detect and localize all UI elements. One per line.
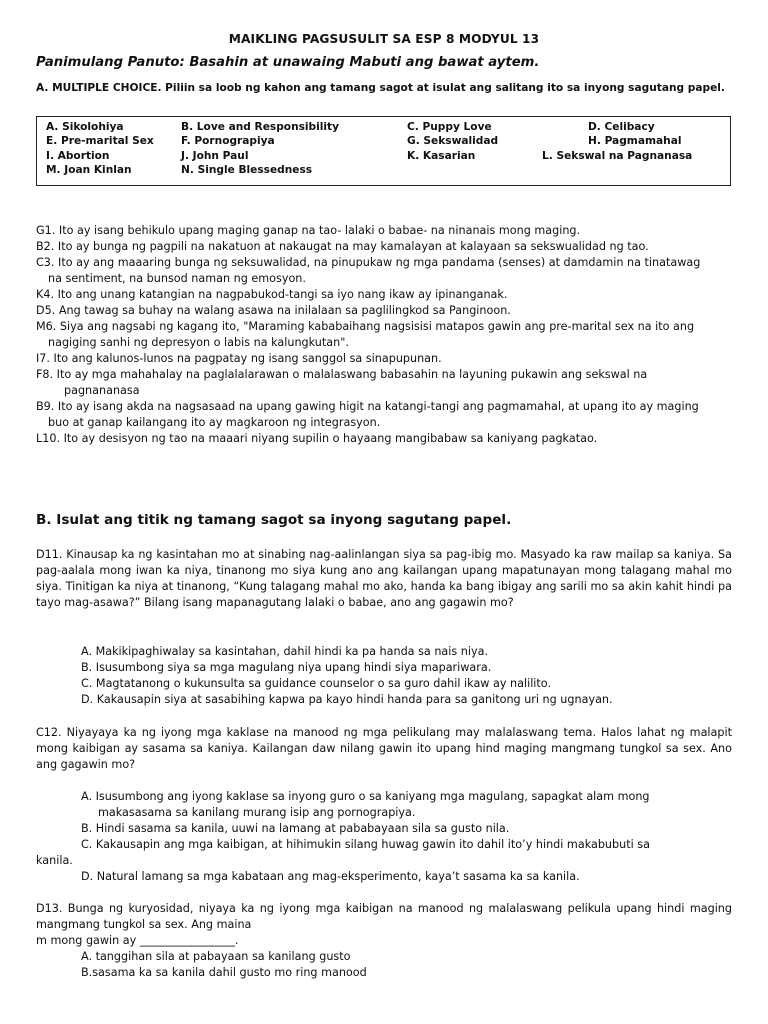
item-4: K4. Ito ang unang katangian na nagpabukod-tangi sa iyo nang ikaw ay ipinanganak.: [36, 288, 508, 301]
choice-i: I. Abortion: [46, 150, 110, 162]
item-8-continuation: pagnananasa: [64, 384, 140, 397]
section-a-items: [36, 223, 732, 447]
item-2: B2. Ito ay bunga ng pagpili na nakatuon at nakaugat na may kamalayan at kalayaan sa sekswualidad ng tao.: [36, 240, 649, 253]
q13-text-continuation: m mong gawin ay _________________.: [36, 934, 239, 947]
item-1: G1. Ito ay isang behikulo upang maging ganap na tao- lalaki o babae- na ninanais mong maging.: [36, 224, 581, 237]
answer-choices-box: [36, 116, 731, 186]
q13-text: D13. Bunga ng kuryosidad, niyaya ka ng iyong mga kaibigan na manood ng malalaswang pelikula upang hindi maging mangmang tungkol sa sex. Ang maina: [36, 902, 732, 931]
q12-option-a-continuation: makasasama sa kanilang murang isip ang pornograpiya.: [98, 806, 416, 819]
question-12: C12. Niyayaya ka ng iyong mga kaklase na manood ng mga pelikulang may malalaswang tema. Halos lahat ng malapit mong kaibigan ay sasama sa kaniya. Kailangan daw nilang gawin ito upang hind maging mangmang tungkol sa sex. Ano ang gagawin mo?: [36, 726, 732, 771]
choice-f: F. Pornograpiya: [181, 135, 275, 147]
question-13: [36, 901, 732, 981]
choice-n: N. Single Blessedness: [181, 164, 313, 176]
item-9-continuation: buo at ganap kailangang ito ay magkaroon ng integrasyon.: [48, 416, 381, 429]
choice-k: K. Kasarian: [407, 150, 476, 162]
q13-option-a: A. tanggihan sila at pabayaan sa kanilang gusto: [81, 950, 351, 963]
q11-option-c: C. Magtatanong o kukunsulta sa guidance counselor o sa guro dahil ikaw ay nalilito.: [81, 677, 552, 690]
question-11-options: [36, 644, 732, 708]
choice-a: A. Sikolohiya: [46, 121, 124, 133]
q11-option-b: B. Isusumbong siya sa mga magulang niya upang hindi siya mapariwara.: [81, 661, 492, 674]
item-9: B9. Ito ay isang akda na nagsasaad na upang gawing higit na katangi-tangi ang pagmamahal, at upang ito ay maging: [36, 400, 699, 413]
q11-option-a: A. Makikipaghiwalay sa kasintahan, dahil hindi ka pa handa sa nais niya.: [81, 645, 488, 658]
choice-e: E. Pre-marital Sex: [46, 135, 154, 147]
q12-option-d: D. Natural lamang sa mga kabataan ang mag-eksperimento, kaya’t sasama ka sa kanila.: [81, 870, 580, 883]
item-7: I7. Ito ang kalunos-lunos na pagpatay ng isang sanggol sa sinapupunan.: [36, 352, 442, 365]
q11-option-d: D. Kakausapin siya at sasabihing kapwa pa kayo hindi handa para sa ganitong uri ng ugnayan.: [81, 693, 613, 706]
choice-m: M. Joan Kinlan: [46, 164, 132, 176]
page-title: MAIKLING PAGSUSULIT SA ESP 8 MODYUL 13: [228, 32, 540, 46]
choice-j: J. John Paul: [181, 150, 249, 162]
section-b-heading: B. Isulat ang titik ng tamang sagot sa inyong sagutang papel.: [36, 512, 512, 528]
choice-h: H. Pagmamahal: [588, 135, 682, 147]
q13-option-b: B.sasama ka sa kanila dahil gusto mo ring manood: [81, 966, 367, 979]
q12-option-c-continuation: kanila.: [36, 854, 73, 867]
item-10: L10. Ito ay desisyon ng tao na maaari niyang supilin o hayaang mangibabaw sa kaniyang pagkatao.: [36, 432, 598, 445]
choice-l: L. Sekswal na Pagnanasa: [542, 150, 693, 162]
item-5: D5. Ang tawag sa buhay na walang asawa na inilalaan sa paglilingkod sa Panginoon.: [36, 304, 511, 317]
question-11: D11. Kinausap ka ng kasintahan mo at sinabing nag-aalinlangan siya sa pag-ibig mo. Masyado ka raw mailap sa kaniya. Sa pag-aalala mong iwan ka niya, tinanong mo siya kung ano ang kailangan upang mapatunayan mong talagang mahal mo siya. Tinitigan ka niya at tinanong, “Kung talagang mahal mo ako, handa ka bang ibigay ang sarili mo sa akin kahit hindi pa tayo mag-asawa?” Bilang isang mapanagutang lalaki o babae, ano ang gagawin mo?: [36, 548, 732, 609]
q12-option-c: C. Kakausapin ang mga kaibigan, at hihimukin silang huwag gawin ito dahil ito’y hindi makabubuti sa: [81, 838, 650, 851]
choice-b: B. Love and Responsibility: [181, 121, 339, 133]
section-a-instruction: A. MULTIPLE CHOICE. Piliin sa loob ng kahon ang tamang sagot at isulat ang salitang ito sa inyong sagutang papel.: [36, 82, 725, 94]
choice-d: D. Celibacy: [588, 121, 655, 133]
q12-option-b: B. Hindi sasama sa kanila, uuwi na lamang at pababayaan sila sa gusto nila.: [81, 822, 510, 835]
item-6-continuation: nagiging sanhi ng depresyon o labis na kalungkutan".: [48, 336, 349, 349]
item-3: C3. Ito ay ang maaaring bunga ng seksuwalidad, na pinupukaw ng mga pandama (senses) at damdamin na tinatawag: [36, 256, 701, 269]
item-6: M6. Siya ang nagsabi ng kagang ito, "Maraming kababaihang nagsisisi matapos gawin ang pre-marital sex na ito ang: [36, 320, 695, 333]
question-12-options: [36, 789, 732, 885]
subtitle-instructions: Panimulang Panuto: Basahin at unawaing Mabuti ang bawat aytem.: [36, 55, 540, 70]
q12-option-a: A. Isusumbong ang iyong kaklase sa inyong guro o sa kaniyang mga magulang, sapagkat alam mong: [81, 790, 650, 803]
choice-g: G. Sekswalidad: [407, 135, 499, 147]
item-8: F8. Ito ay mga mahahalay na paglalalarawan o malalaswang babasahin na layuning pukawin ang sekswal na: [36, 368, 648, 381]
choice-c: C. Puppy Love: [407, 121, 492, 133]
item-3-continuation: na sentiment, na bunsod naman ng emosyon.: [48, 272, 306, 285]
